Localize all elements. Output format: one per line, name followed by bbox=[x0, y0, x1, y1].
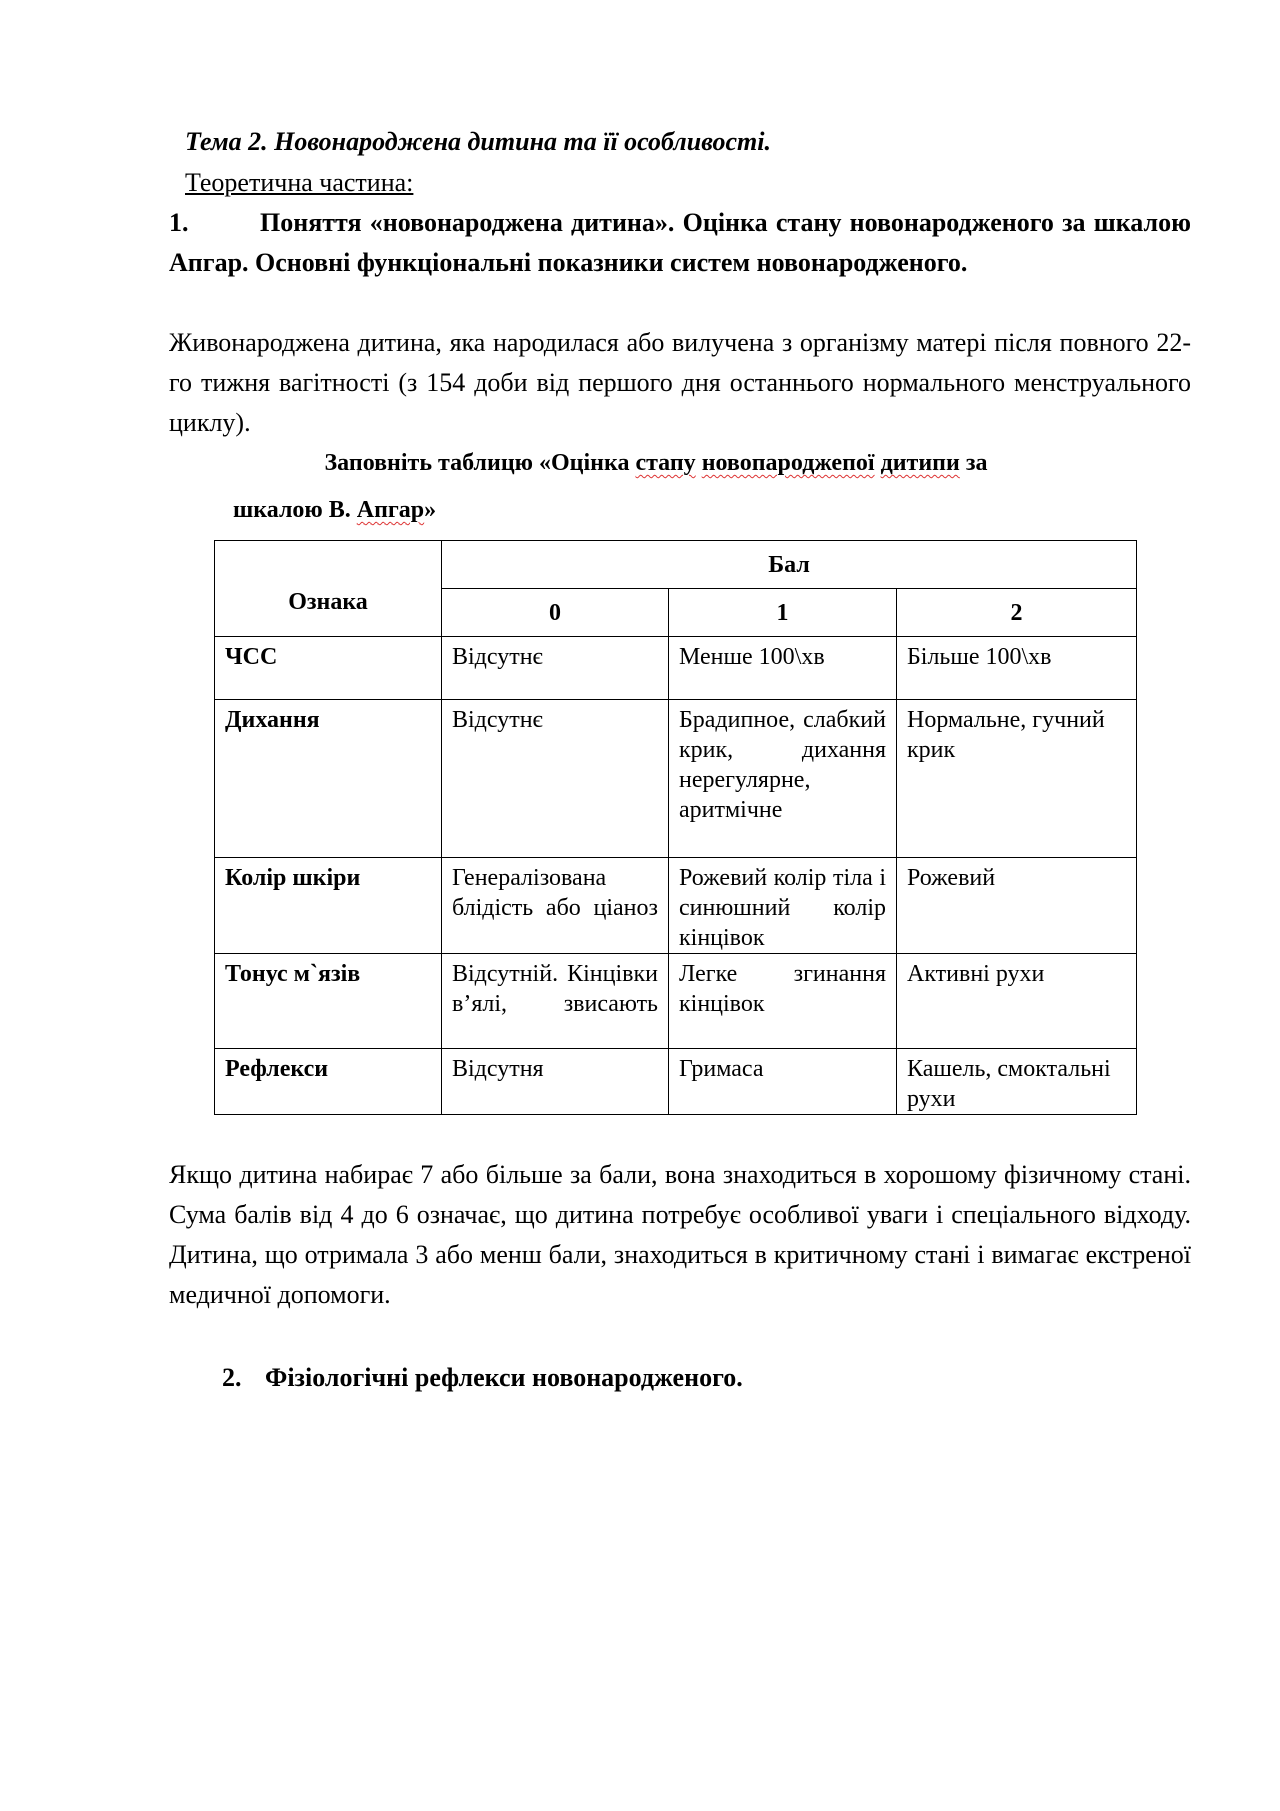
cell-score-2: Рожевий bbox=[897, 858, 1137, 954]
apgar-table bbox=[214, 540, 1137, 1115]
section-2-heading bbox=[222, 1358, 743, 1398]
header-score: Бал bbox=[442, 541, 1137, 589]
row-sign: Тонус м`язів bbox=[215, 954, 442, 1049]
cell-score-1: Рожевий колір тіла і синюшний колір кінцівок bbox=[669, 858, 897, 954]
row-sign: Колір шкіри bbox=[215, 858, 442, 954]
cell-score-0: Відсутнє bbox=[442, 637, 669, 700]
cell-score-2: Активні рухи bbox=[897, 954, 1137, 1049]
header-score-1: 1 bbox=[669, 589, 897, 637]
section-1-title: Поняття «новонароджена дитина». Оцінка стану новонародженого за шкалою Апгар. Основні функціональні показники систем новонародженого. bbox=[169, 208, 1191, 277]
row-sign: Дихання bbox=[215, 700, 442, 858]
table-row bbox=[215, 1049, 1137, 1115]
topic-title: Тема 2. Новонароджена дитина та її особливості. bbox=[185, 127, 771, 156]
table-row bbox=[215, 637, 1137, 700]
cell-score-0: Відсутній. Кінцівки в’ялі, звисають bbox=[442, 954, 669, 1049]
section-2-number: 2. bbox=[222, 1363, 242, 1392]
score-interpretation: Якщо дитина набирає 7 або більше за бали, вона знаходиться в хорошому фізичному стані. Сума балів від 4 до 6 означає, що дитина потребує особливої уваги і спеціального відходу. Дитина, що отримала 3 або менш бали, знаходиться в критичному стані і вимагає екстреної медичної допомоги. bbox=[169, 1160, 1191, 1309]
section-1-number: 1. bbox=[169, 208, 189, 237]
cell-score-0: Генералізована блідість або ціаноз bbox=[442, 858, 669, 954]
cell-score-1: Легке згинання кінцівок bbox=[669, 954, 897, 1049]
cell-score-2: Кашель, смоктальні рухи bbox=[897, 1049, 1137, 1115]
cell-score-2: Нормальне, гучний крик bbox=[897, 700, 1137, 858]
table-caption-line2: шкалою В. Апгар» bbox=[233, 497, 437, 523]
row-sign: ЧСС bbox=[215, 637, 442, 700]
row-sign: Рефлекси bbox=[215, 1049, 442, 1115]
table-row bbox=[215, 858, 1137, 954]
cell-score-1: Гримаса bbox=[669, 1049, 897, 1115]
cell-score-1: Менше 100\хв bbox=[669, 637, 897, 700]
header-sign: Ознака bbox=[215, 541, 442, 637]
section-1-heading bbox=[169, 203, 1191, 283]
cell-score-0: Відсутнє bbox=[442, 700, 669, 858]
theory-label: Теоретична частина: bbox=[185, 168, 414, 197]
table-row bbox=[215, 954, 1137, 1049]
newborn-definition: Живонароджена дитина, яка народилася або вилучена з організму матері після повного 22-го тижня вагітності (з 154 доби від першого дня останнього нормального менструального циклу). bbox=[169, 328, 1191, 437]
cell-score-0: Відсутня bbox=[442, 1049, 669, 1115]
cell-score-2: Більше 100\хв bbox=[897, 637, 1137, 700]
header-score-2: 2 bbox=[897, 589, 1137, 637]
section-2-title: Фізіологічні рефлекси новонародженого. bbox=[265, 1363, 743, 1392]
table-caption-line1: Заповніть таблицю «Оцінка стапу новопароджепої дитипи за bbox=[324, 450, 988, 476]
cell-score-1: Брадипное, слабкий крик, дихання нерегулярне, аритмічне bbox=[669, 700, 897, 858]
table-row bbox=[215, 700, 1137, 858]
header-score-0: 0 bbox=[442, 589, 669, 637]
